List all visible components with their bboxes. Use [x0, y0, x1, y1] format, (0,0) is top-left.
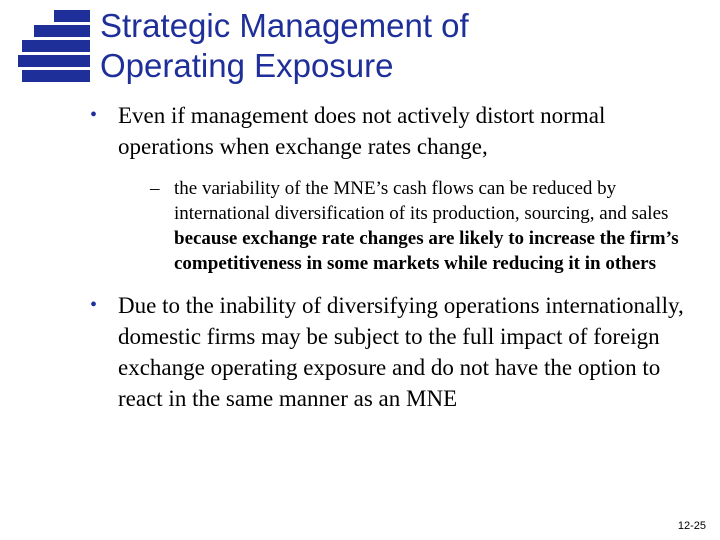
slide-title — [100, 6, 700, 86]
slide-title-line-2: Operating Exposure — [100, 47, 394, 84]
stacked-bars-logo-icon — [18, 10, 90, 82]
sub-bullet-item-1 — [150, 176, 698, 276]
sub-bullet-marker: – — [150, 178, 160, 199]
page-number: 12-25 — [677, 520, 706, 532]
slide-title-line-1: Strategic Management of — [100, 7, 469, 44]
sub-bullet-text-plain: the variability of the MNE’s cash flows can be reduced by international diversification of its production, sourcing, and sales — [174, 178, 669, 224]
bullet-item-1 — [90, 100, 700, 162]
slide-body — [90, 100, 700, 414]
sub-bullet-text-bold: because exchange rate changes are likely to increase the firm’s competitiveness in some markets while reducing it in others — [174, 228, 679, 274]
bullet-text-2: Due to the inability of diversifying operations internationally, domestic firms may be subject to the full impact of foreign exchange operating exposure and do not have the option to react in the same manner as an MNE — [118, 293, 684, 411]
bullet-item-2 — [90, 290, 700, 414]
bullet-text-1: Even if management does not actively distort normal operations when exchange rates change, — [118, 103, 606, 159]
bullet-marker: • — [90, 294, 98, 316]
bullet-marker: • — [90, 104, 98, 126]
